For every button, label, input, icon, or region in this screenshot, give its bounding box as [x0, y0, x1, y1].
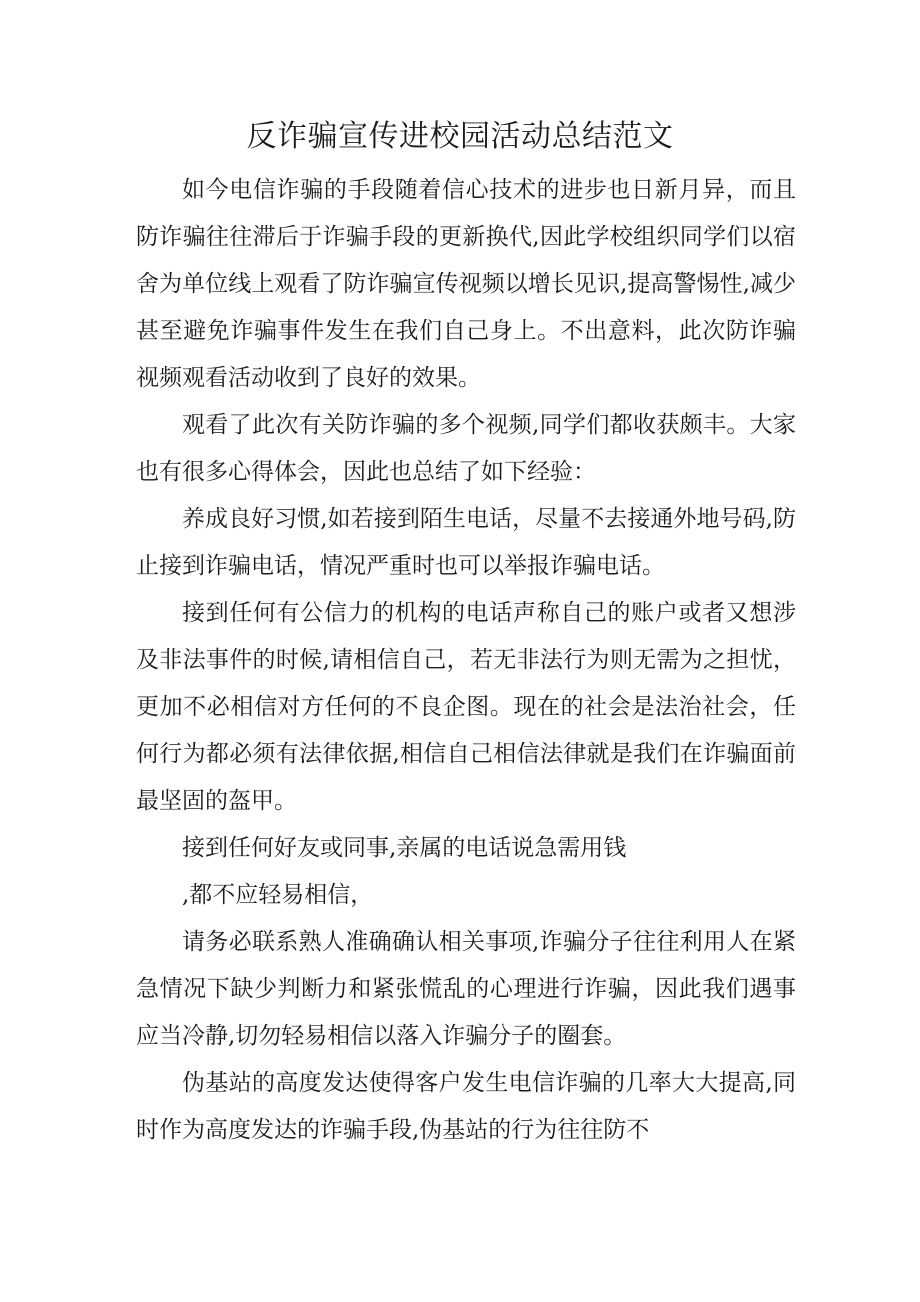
document-title: 反诈骗宣传进校园活动总结范文 [246, 119, 674, 154]
paragraph-verify: 请务必联系熟人准确确认相关事项,诈骗分子往往利用人在紧急情况下缺少判断力和紧张慌乱的心理进行诈骗，因此我们遇事应当冷静,切勿轻易相信以落入诈骗分子的圈套。 [136, 929, 796, 1049]
paragraph-summary: 观看了此次有关防诈骗的多个视频,同学们都收获颇丰。大家也有很多心得体会，因此也总结了如下经验： [136, 412, 796, 485]
paragraph-fake-base-station: 伪基站的高度发达使得客户发生电信诈骗的几率大大提高,同时作为高度发达的诈骗手段,伪基站的行为往往防不 [136, 1070, 796, 1143]
paragraph-intro: 如今电信诈骗的手段随着信心技术的进步也日新月异，而且防诈骗往往滞后于诈骗手段的更新换代,因此学校组织同学们以宿舍为单位线上观看了防诈骗宣传视频以增长见识,提高警惕性,减少甚至避免诈骗事件发生在我们自己身上。不出意料，此次防诈骗视频观看活动收到了良好的效果。 [136, 177, 796, 391]
document-body [136, 167, 796, 1154]
paragraph-habit: 养成良好习惯,如若接到陌生电话，尽量不去接通外地号码,防止接到诈骗电话，情况严重时也可以举报诈骗电话。 [136, 506, 796, 579]
paragraph-friend-calls-continued: ,都不应轻易相信， [182, 882, 374, 908]
paragraph-institution-calls: 接到任何有公信力的机构的电话声称自己的账户或者又想涉及非法事件的时候,请相信自己，若无非法行为则无需为之担忧，更加不必相信对方任何的不良企图。现在的社会是法治社会，任何行为都必须有法律依据,相信自己相信法律就是我们在诈骗面前最坚固的盔甲。 [136, 600, 796, 814]
paragraph-friend-calls: 接到任何好友或同事,亲属的电话说急需用钱 [182, 835, 627, 861]
